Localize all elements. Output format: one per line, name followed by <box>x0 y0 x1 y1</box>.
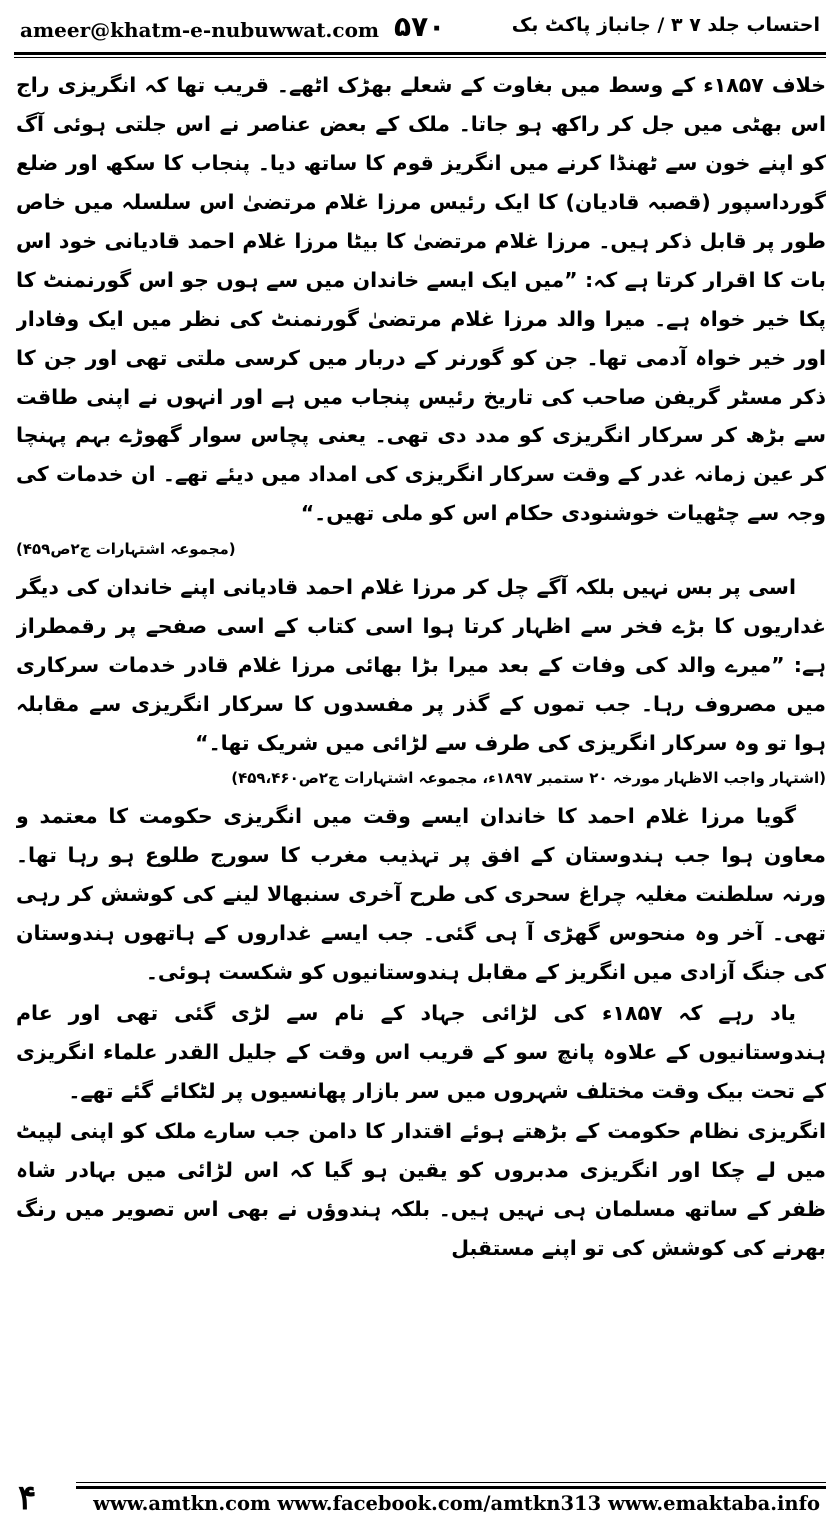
footer-number: ۴ <box>18 1478 37 1518</box>
header-email: ameer@khatm-e-nubuwwat.com <box>20 18 380 42</box>
footer-rule-thin <box>76 1482 826 1483</box>
paragraph-3: گویا مرزا غلام احمد کا خاندان ایسے وقت میں انگریزی حکومت کا معتمد و معاون ہوا جب ہندوستان کے افق پر تہذیب مغرب کا سورج طلوع ہو رہا تھا۔ ورنہ سلطنت مغلیہ چراغ سحری کی طرح آخری سنبھالا لینے کی کوشش کر رہی تھی۔ آخر وہ منحوس گھڑی آ ہی گئی۔ جب ایسے غداروں کے ہاتھوں ہندوستان کی جنگ آزادی میں انگریز کے مقابل ہندوستانیوں کو شکست ہوئی۔ <box>16 803 826 984</box>
header-title: احتساب جلد ۷ ۳ / جانباز پاکٹ بک <box>511 14 820 36</box>
paragraph-1: خلاف ۱۸۵۷ء کے وسط میں بغاوت کے شعلے بھڑک اٹھے۔ قریب تھا کہ انگریزی راج اس بھٹی میں جل کر راکھ ہو جاتا۔ ملک کے بعض عناصر نے اس جلتی ہوئی آگ کو اپنے خون سے ٹھنڈا کرنے میں انگریز قوم کا ساتھ دیا۔ پنجاب کا سکھ اور ضلع گورداسپور (قصبہ قادیان) کا ایک رئیس مرزا غلام مرتضیٰ اس سلسلہ میں خاص طور پر قابل ذکر ہیں۔ مرزا غلام مرتضیٰ کا بیٹا مرزا غلام احمد قادیانی خود اس بات کا اقرار کرتا ہے کہ: ”میں ایک ایسے خاندان میں سے ہوں جو اس گورنمنٹ کا پکا خیر خواہ ہے۔ میرا والد مرزا غلام مرتضیٰ گورنمنٹ کی نظر میں ایک وفادار اور خیر خواہ آدمی تھا۔ جن کو گورنر کے دربار میں کرسی ملتی تھی اور جن کا ذکر مسٹر گریفن صاحب کی تاریخ رئیس پنجاب میں ہے اور انہوں نے اپنی طاقت سے بڑھ کر سرکار انگریزی کو مدد دی تھی۔ یعنی پچاس سوار گھوڑے بہم پہنچا کر عین زمانہ غدر کے وقت سرکار انگریزی کی امداد میں دیئے تھے۔ ان خدمات کی وجہ سے چٹھیات خوشنودی حکام اس کو ملی تھیں۔“ <box>16 73 826 526</box>
reference-1: (مجموعہ اشتہارات ج۲ص۴۵۹) <box>16 540 236 559</box>
footer-links[interactable]: www.amtkn.com www.facebook.com/amtkn313 www.emaktaba.info <box>93 1492 820 1515</box>
page-header <box>16 8 826 52</box>
page-body <box>16 66 826 1451</box>
paragraph-2: اسی پر بس نہیں بلکہ آگے چل کر مرزا غلام احمد قادیانی اپنے خاندان کی دیگر غداریوں کا بڑے فخر سے اظہار کرتا ہوا اسی کتاب کے اسی صفحے پر رقمطراز ہے: ”میرے والد کی وفات کے بعد میرا بڑا بھائی مرزا غلام قادر خدمات سرکاری میں مصروف رہا۔ جب تموں کے گذر پر مفسدوں کا سرکار انگریزی سے مقابلہ ہوا تو وہ سرکار انگریزی کی طرف سے لڑائی میں شریک تھا۔“ <box>16 574 826 755</box>
reference-2: (اشتہار واجب الاظہار مورخہ ۲۰ ستمبر ۱۸۹۷ء، مجموعہ اشتہارات ج۲ص۴۵۹،۴۶۰) <box>231 769 826 788</box>
paragraph-5: انگریزی نظام حکومت کے بڑھتے ہوئے اقتدار کا دامن جب سارے ملک کو اپنی لپیٹ میں لے چکا اور انگریزی مدبروں کو یقین ہو گیا کہ اس لڑائی میں بہادر شاہ ظفر کے ساتھ مسلمان ہی نہیں ہیں۔ بلکہ ہندوؤں نے بھی اس تصویر میں رنگ بھرنے کی کوشش کی تو اپنے مستقبل <box>16 1119 826 1261</box>
header-page-number: ۵۷۰ <box>394 10 446 43</box>
header-rule-thick <box>14 52 826 55</box>
page-footer <box>14 1478 826 1526</box>
header-rule-thin <box>14 57 826 58</box>
footer-rule-thick <box>76 1486 826 1489</box>
paragraph-4: یاد رہے کہ ۱۸۵۷ء کی لڑائی جہاد کے نام سے لڑی گئی تھی اور عام ہندوستانیوں کے علاوہ پانچ سو کے قریب اس وقت کے جلیل القدر علماء انگریزی کے تحت بیک وقت مختلف شہروں میں سر بازار پھانسیوں پر لٹکائے گئے تھے۔ <box>16 1000 826 1103</box>
